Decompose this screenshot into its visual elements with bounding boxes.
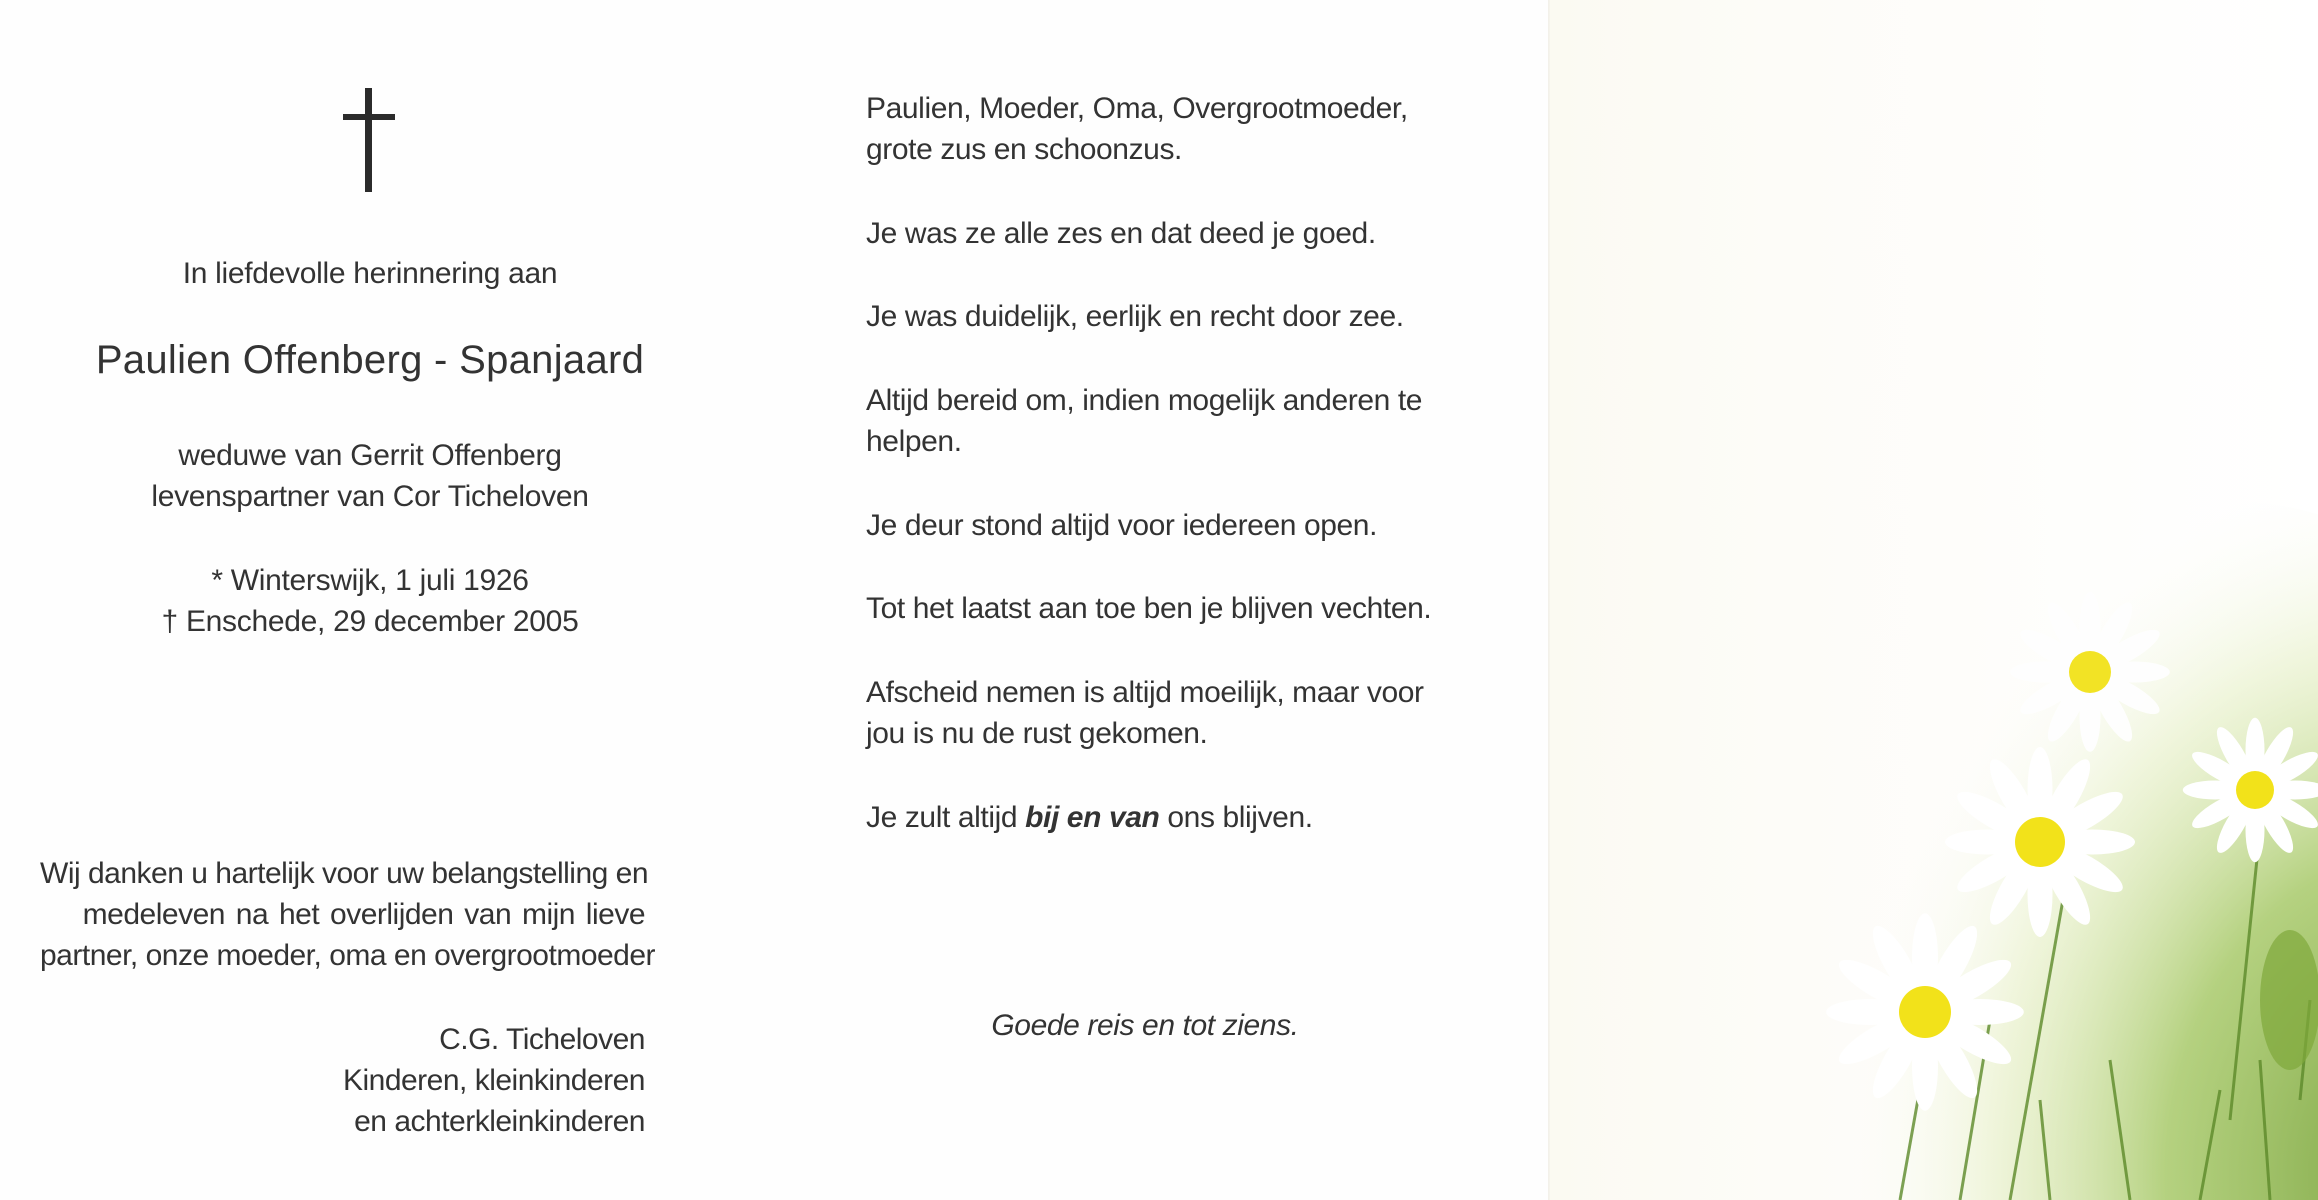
poem-line: helpen.: [866, 425, 962, 458]
cross-icon: [343, 88, 395, 192]
poem-line: Paulien, Moeder, Oma, Overgrootmoeder,: [866, 92, 1408, 125]
poem-final-before: Je zult altijd: [866, 801, 1026, 834]
thanks-line-2: medeleven na het overlijden van mijn lieve: [82, 898, 645, 931]
poem-line: Je was duidelijk, eerlijk en recht door zee.: [866, 300, 1404, 333]
closing-line: Goede reis en tot ziens.: [991, 1009, 1299, 1042]
poem-line: Altijd bereid om, indien mogelijk anderen te: [866, 384, 1423, 417]
relation-partner: levenspartner van Cor Ticheloven: [151, 480, 589, 513]
poem-line: Je deur stond altijd voor iedereen open.: [866, 509, 1378, 542]
intro-text: In liefdevolle herinnering aan: [182, 257, 558, 290]
thanks-line-3: partner, onze moeder, oma en overgrootmoeder: [40, 939, 656, 972]
card-right-page: [1550, 0, 2318, 1200]
poem-line: Afscheid nemen is altijd moeilijk, maar voor: [866, 676, 1424, 709]
poem-line: Tot het laatst aan toe ben je blijven vechten.: [866, 592, 1432, 625]
poem-final-line: [866, 797, 1313, 838]
poem-emphasis: bij en van: [1025, 801, 1160, 834]
signatory-1: C.G. Ticheloven: [439, 1023, 645, 1056]
death-date: † Enschede, 29 december 2005: [161, 605, 579, 638]
daisy-flowers-image: [1750, 500, 2318, 1200]
thanks-line-1: Wij danken u hartelijk voor uw belangstelling en: [40, 857, 649, 890]
poem-final-after: ons blijven.: [1159, 801, 1313, 834]
signatory-2: Kinderen, kleinkinderen: [342, 1064, 645, 1097]
poem-line: jou is nu de rust gekomen.: [866, 717, 1208, 750]
poem-line: Je was ze alle zes en dat deed je goed.: [866, 217, 1376, 250]
birth-date: * Winterswijk, 1 juli 1926: [211, 564, 529, 597]
poem-line: grote zus en schoonzus.: [866, 133, 1182, 166]
deceased-name: Paulien Offenberg - Spanjaard: [95, 338, 645, 382]
relation-widow: weduwe van Gerrit Offenberg: [178, 439, 562, 472]
signatory-3: en achterkleinkinderen: [354, 1105, 645, 1138]
